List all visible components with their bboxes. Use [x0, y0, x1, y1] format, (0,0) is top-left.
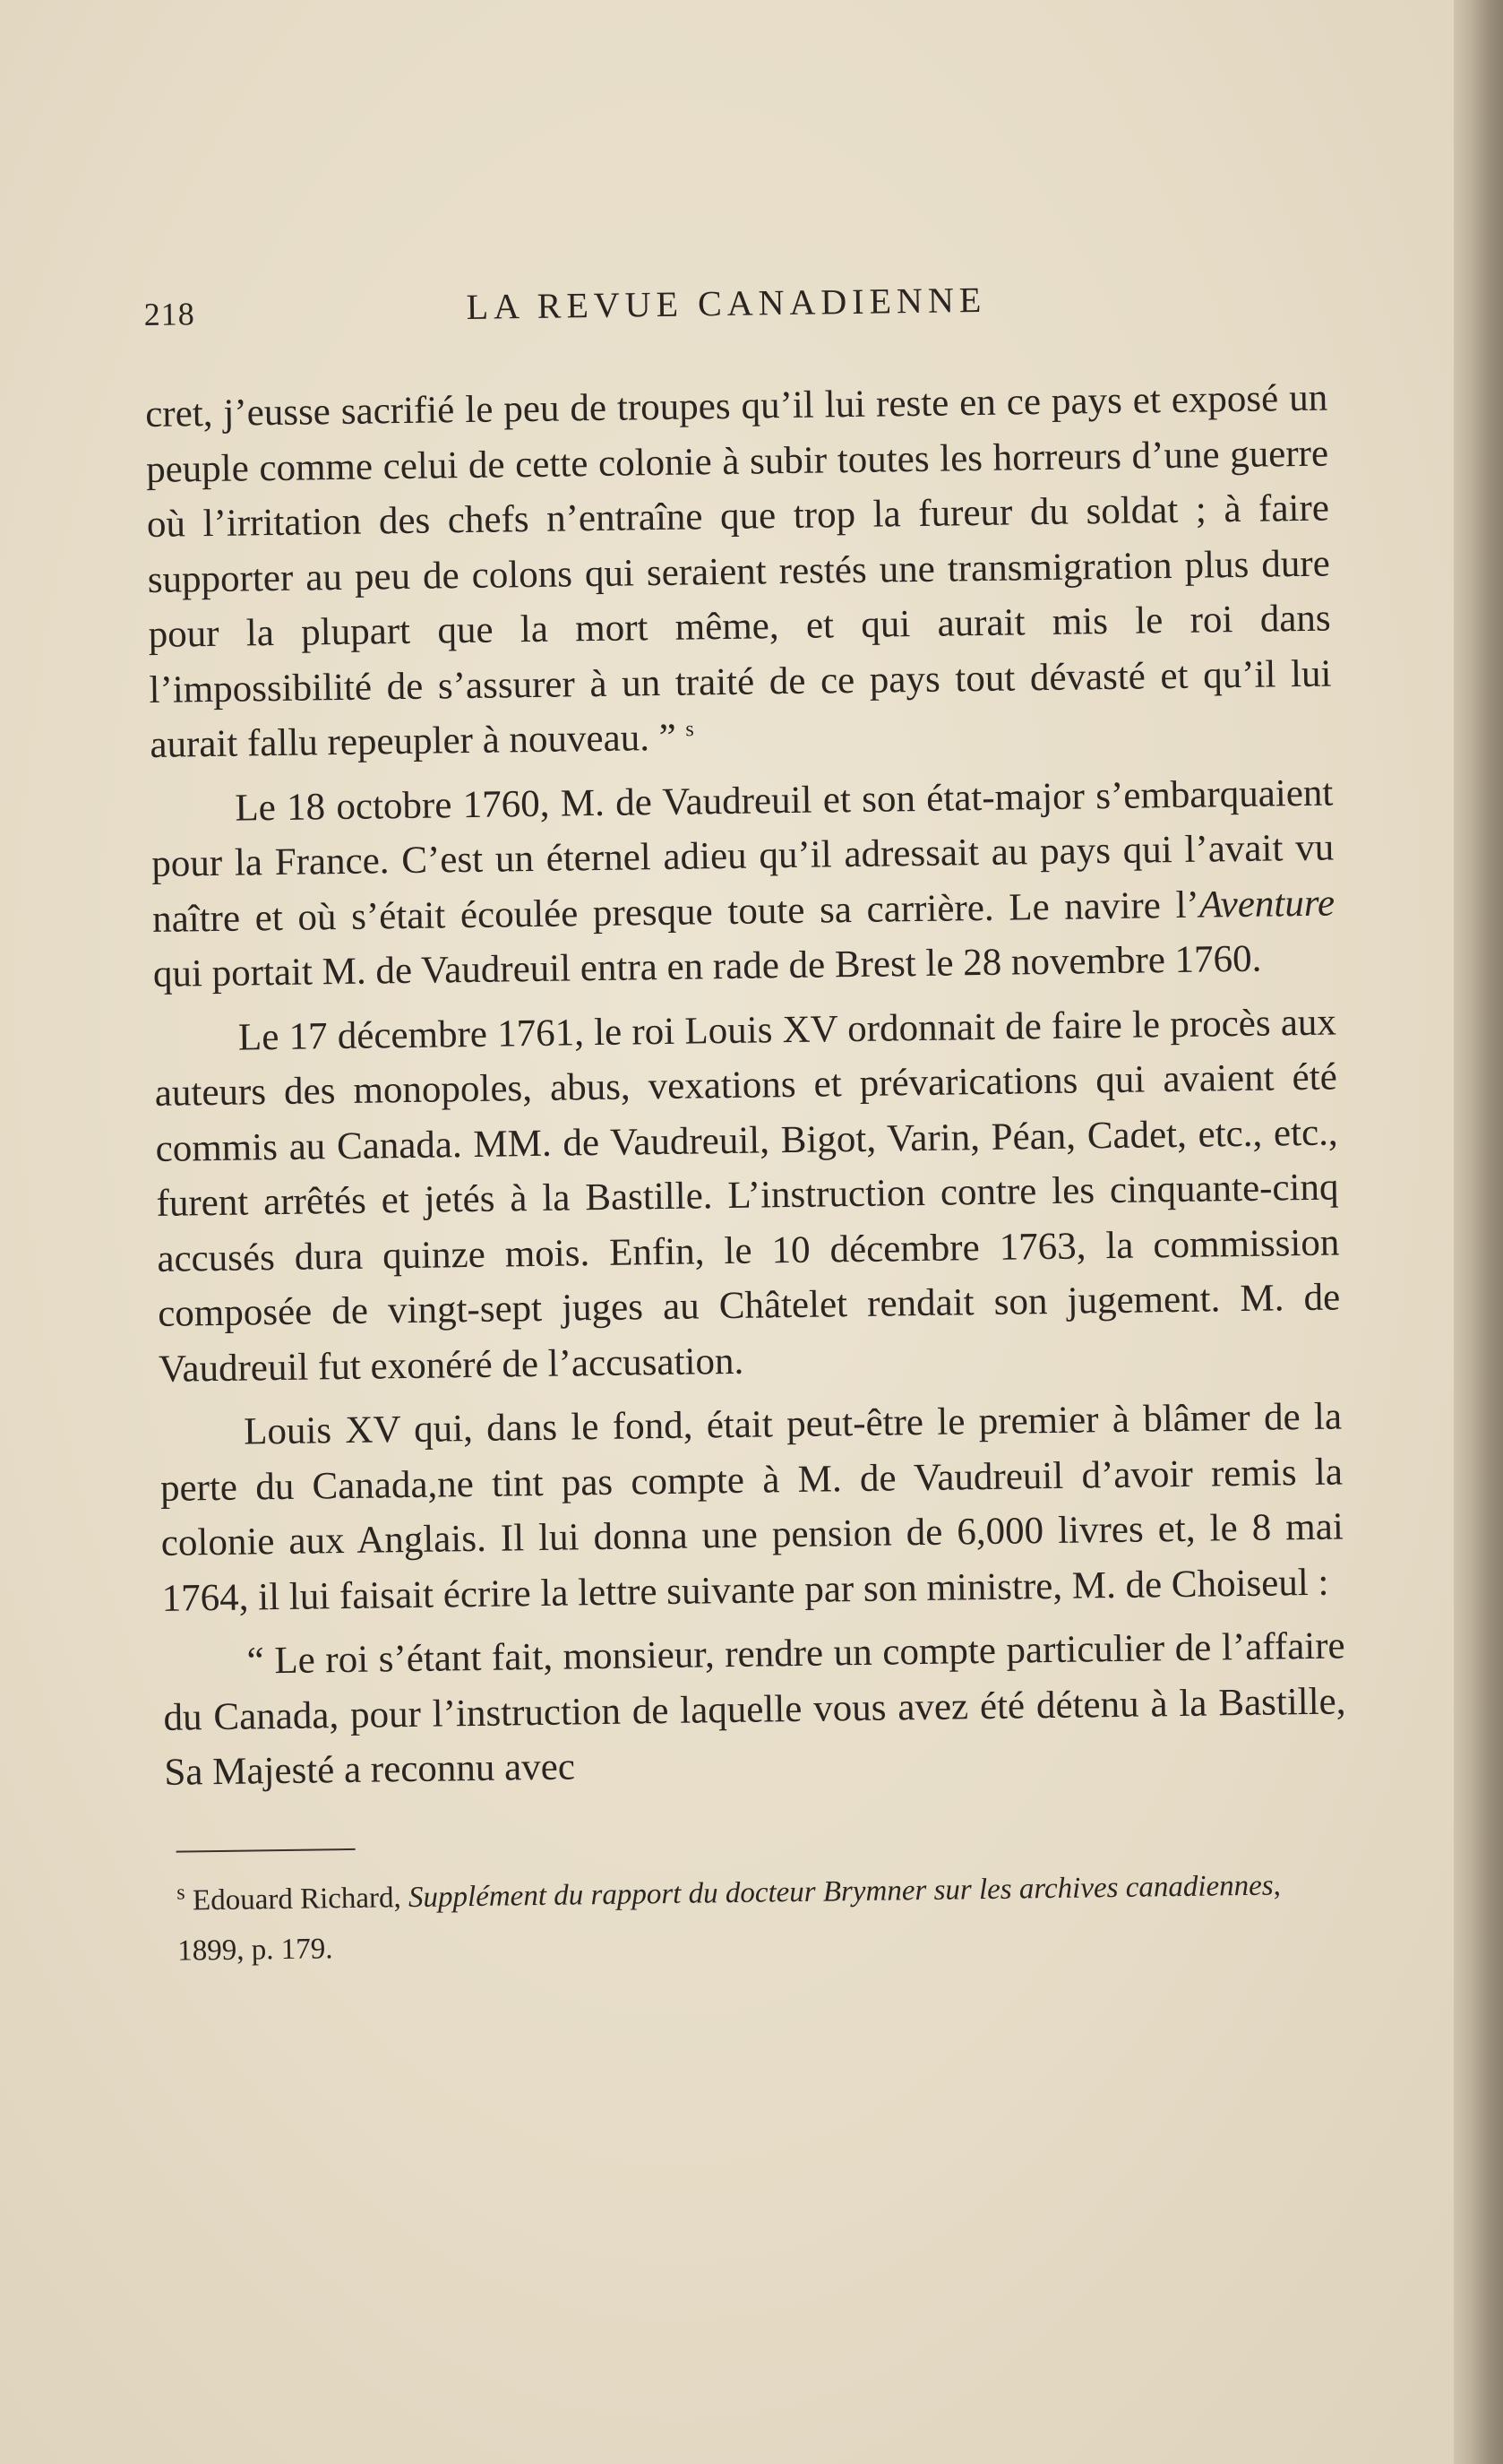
paragraph-5-quote [162, 1618, 1346, 1800]
paragraph-4 [159, 1389, 1344, 1625]
footnote-marker: s [176, 1881, 185, 1905]
footnote-rest: , 1899, p. 179. [176, 1868, 1282, 1968]
paragraph-3 [154, 995, 1342, 1397]
paragraph-2-text-after: qui portait M. de Vaudreuil entra en rade de Brest le 28 novembre 1760. [152, 937, 1262, 995]
paragraph-4-text: Louis XV qui, dans le fond, était peut-être le premier à blâmer de la perte du Canada,ne tint pas compte à M. de Vaudreuil d’avoir remis la colonie aux Anglais. Il lui donna une pension de 6,000 livres et, le 8 mai 1764, il lui faisait écrire la lettre suivante par son ministre, M. de Choiseul : [159, 1395, 1344, 1620]
paragraph-3-text: Le 17 décembre 1761, le roi Louis XV ordonnait de faire le procès aux auteurs des monopoles, abus, vexations et prévarications qui avaient été commis au Canada. MM. de Vaudreuil, Bigot, Varin, Péan, Cadet, etc., etc., furent arrêtés et jetés à la Bastille. L’instruction contre les cinquante-cinq accusés dura quinze mois. Enfin, le 10 décembre 1763, la commission composée de vingt-sept juges au Châtelet rendait son jugement. M. de Vaudreuil fut exonéré de l’accusation. [154, 1000, 1341, 1391]
footnote-rule [176, 1848, 356, 1852]
book-spine-shadow [1454, 0, 1503, 2464]
footnote-title: Supplément du rapport du docteur Brymner sur les archives canadiennes [408, 1869, 1274, 1914]
ship-name: Aventure [1198, 882, 1336, 926]
body-text [145, 371, 1347, 1801]
paragraph-2-text-before: Le 18 octobre 1760, M. de Vaudreuil et son état-major s’embarquaient pour la France. C’est un éternel adieu qu’il adressait au pays qui l’avait vu naître et où s’était écoulée presque toute sa carrière. Le navire l’ [150, 771, 1335, 941]
paragraph-1-text: cret, j’eusse sacrifié le peu de troupes qu’il lui reste en ce pays et exposé un peuple comme celui de cette colonie à subir toutes les horreurs d’une guerre où l’irritation des chefs n’entraîne que trop la fureur du soldat ; à faire supporter au peu de colons qui seraient restés une transmigration plus dure pour la plupart que la mort même, et qui aurait mis le roi dans l’impossibilité de s’assurer à un traité de ce pays tout dévasté et qu’il lui aurait fallu repeupler à nouveau. ” [144, 376, 1332, 766]
page-header [143, 253, 1327, 340]
paragraph-5-text: “ Le roi s’étant fait, monsieur, rendre un compte particulier de l’affaire du Canada, pour l’instruction de laquelle vous avez été détenu à la Bastille, Sa Majesté a reconnu avec [163, 1624, 1346, 1794]
paragraph-1 [145, 371, 1333, 773]
footnote [176, 1859, 1349, 1976]
footnote-reference: s [685, 718, 694, 742]
paragraph-2 [150, 765, 1336, 1002]
text-block [143, 253, 1349, 1977]
page-number: 218 [143, 296, 195, 332]
footnote-author: Edouard Richard, [192, 1881, 409, 1917]
running-title: LA REVUE CANADIENNE [466, 279, 987, 327]
